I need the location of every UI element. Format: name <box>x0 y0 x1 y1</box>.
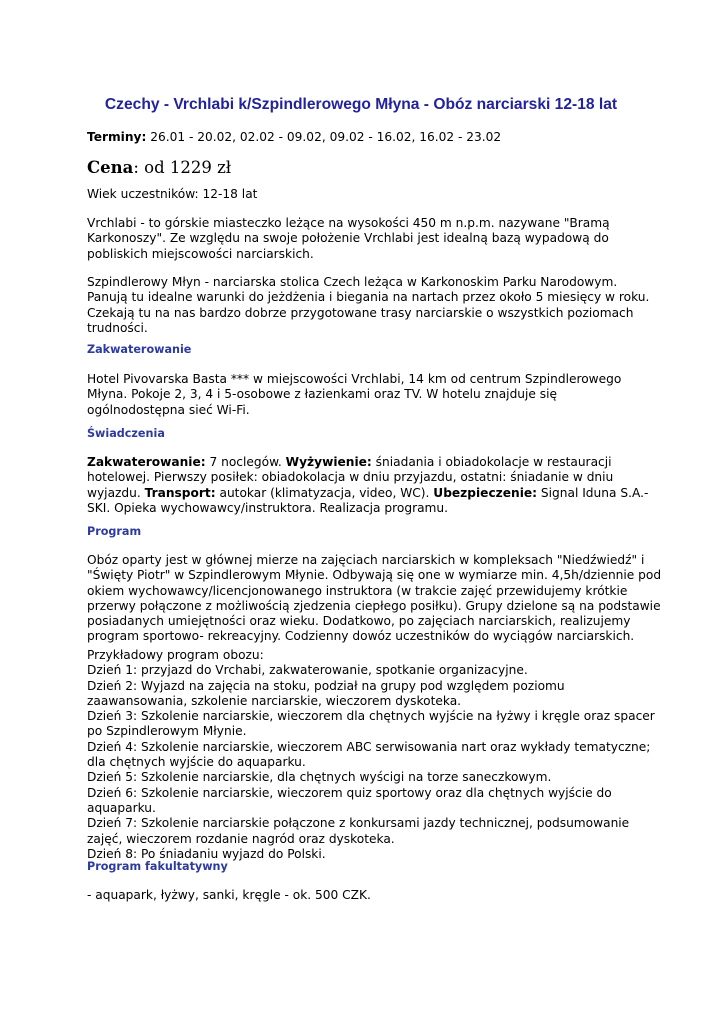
text-line: zajęć, wieczorem rozdanie nagród oraz dyskoteka. <box>87 831 395 846</box>
text-line: Czekają tu na nas bardzo dobrze przygotowane trasy narciarskie o wszystkich poziomach <box>87 305 634 320</box>
price-value: : od 1229 zł <box>133 158 232 177</box>
text-line: okiem wychowawcy/licencjonowanego instruktora (w trakcie zajęć przewidujemy krótkie <box>87 583 628 598</box>
text-fragment: wyjazdu. <box>87 485 145 500</box>
text-line: Dzień 8: Po śniadaniu wyjazd do Polski. <box>87 846 326 861</box>
terms-line <box>87 130 647 144</box>
bold-label: Zakwaterowanie: <box>87 455 206 469</box>
text-line: trudności. <box>87 320 148 335</box>
text-line: Dzień 3: Szkolenie narciarskie, wieczorem dla chętnych wyjście na łyżwy i kręgle oraz spacer <box>87 709 655 724</box>
text-line: Hotel Pivovarska Basta *** w miejscowości Vrchlabi, 14 km od centrum Szpindlerowego <box>87 372 622 386</box>
services-text <box>87 455 649 516</box>
price-line <box>87 158 635 177</box>
accommodation-text <box>87 372 635 418</box>
text-line: dla chętnych wyjście do aquaparku. <box>87 755 306 770</box>
bold-label: Wyżywienie: <box>285 455 372 469</box>
text-line <box>87 485 649 501</box>
bold-label: Transport: <box>144 485 216 500</box>
intro-vrchlabi <box>87 216 635 262</box>
text-line: Dzień 7: Szkolenie narciarskie połączone z konkursami jazdy technicznej, podsumowanie <box>87 816 630 831</box>
section-heading-program: Program <box>87 525 142 538</box>
text-line: Dzień 2: Wyjazd na zajęcia na stoku, podział na grupy pod względem poziomu <box>87 678 565 693</box>
text-line: Przykładowy program obozu: <box>87 648 264 662</box>
price-label: Cena <box>87 158 134 177</box>
section-heading-accommodation: Zakwaterowanie <box>87 343 192 356</box>
age-line: Wiek uczestników: 12-18 lat <box>87 187 258 201</box>
terms-label: Terminy: <box>87 130 147 144</box>
text-line: przerwy połączone z możliwością zjedzenia ciepłego posiłku). Grupy dzielone są na podstawie <box>87 598 661 613</box>
text-line: Karkonoszy". Ze względu na swoje położenie Vrchlabi jest idealną bazą wypadową do <box>87 231 609 246</box>
text-line: Szpindlerowy Młyn - narciarska stolica Czech leżąca w Karkonoskim Parku Narodowym. <box>87 275 618 289</box>
text-line: Dzień 4: Szkolenie narciarskie, wieczorem ABC serwisowania nart oraz wykłady tematyczne; <box>87 739 651 754</box>
text-fragment: 7 noclegów. <box>205 455 286 469</box>
program-text <box>87 553 662 645</box>
text-line: aquaparku. <box>87 800 156 815</box>
section-heading-services: Świadczenia <box>87 427 165 440</box>
text-line: pobliskich miejscowości narciarskich. <box>87 246 314 261</box>
section-heading-optional: Program fakultatywny <box>87 860 228 873</box>
text-line: Vrchlabi - to górskie miasteczko leżące na wysokości 450 m n.p.m. nazywane "Bramą <box>87 216 610 230</box>
text-line: po Szpindlerowym Młynie. <box>87 724 247 739</box>
text-line: posiadanych umiejętności oraz wieku. Dodatkowo, po zajęciach narciarskich, realizujemy <box>87 614 631 629</box>
text-line: Dzień 1: przyjazd do Vrchabi, zakwaterowanie, spotkanie organizacyjne. <box>87 663 528 678</box>
page-title: Czechy - Vrchlabi k/Szpindlerowego Młyna - Obóz narciarski 12-18 lat <box>104 96 618 113</box>
text-line: Młyna. Pokoje 2, 3, 4 i 5-osobowe z łazienkami oraz TV. W hotelu znajduje się <box>87 387 558 402</box>
text-line: hotelowej. Pierwszy posiłek: obiadokolacja w dniu przyjazdu, ostatni: śniadanie w dniu <box>87 470 614 485</box>
text-fragment: autokar (klimatyzacja, video, WC). <box>215 485 434 500</box>
optional-text: - aquapark, łyżwy, sanki, kręgle - ok. 500 CZK. <box>87 888 371 902</box>
text-fragment: Signal Iduna S.A.- <box>537 485 649 500</box>
terms-value: 26.01 - 20.02, 02.02 - 09.02, 09.02 - 16.02, 16.02 - 23.02 <box>146 130 502 144</box>
text-line <box>87 455 635 470</box>
text-line: Dzień 6: Szkolenie narciarskie, wieczorem quiz sportowy oraz dla chętnych wyjście do <box>87 785 612 800</box>
text-line: zaawansowania, szkolenie narciarskie, wieczorem dyskoteka. <box>87 693 462 708</box>
text-line: ogólnodostępna sieć Wi-Fi. <box>87 402 250 417</box>
text-fragment: śniadania i obiadokolacje w restauracji <box>371 455 612 469</box>
bold-label: Ubezpieczenie: <box>433 485 538 500</box>
intro-szpindlerowy <box>87 275 650 336</box>
text-line: SKI. Opieka wychowawcy/instruktora. Realizacja programu. <box>87 500 449 515</box>
text-line: Dzień 5: Szkolenie narciarskie, dla chętnych wyścigi na torze saneczkowym. <box>87 770 552 785</box>
text-line: "Święty Piotr" w Szpindlerowym Młynie. Odbywają się one w wymiarze min. 4,5h/dziennie pod <box>87 568 662 583</box>
text-line: Panują tu idealne warunki do jeżdżenia i biegania na nartach przez około 5 miesięcy w roku. <box>87 290 650 305</box>
text-line: Obóz oparty jest w głównej mierze na zajęciach narciarskich w kompleksach "Niedźwiedź" i <box>87 553 645 567</box>
text-line: program sportowo- rekreacyjny. Codzienny dowóz uczestników do wyciągów narciarskich. <box>87 629 635 644</box>
program-example <box>87 648 655 862</box>
